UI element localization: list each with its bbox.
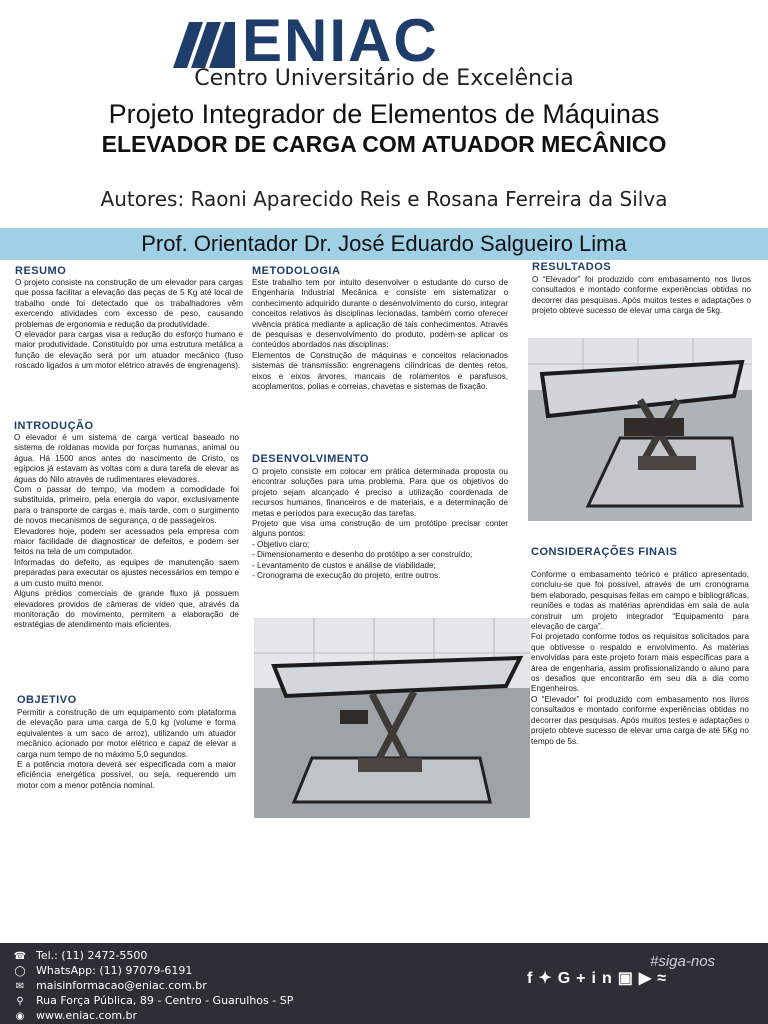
eniac-logo-mark-icon [173, 22, 235, 68]
consideracoes-heading: CONSIDERAÇÕES FINAIS [531, 546, 678, 558]
resultados-heading: RESULTADOS [532, 261, 612, 273]
linkedin-icon[interactable]: in [591, 970, 618, 987]
prototype-photo-front [254, 618, 530, 818]
introducao-heading: INTRODUÇÃO [14, 420, 94, 432]
footer-address: ⚲ Rua Força Pública, 89 - Centro - Guarulhos - SP [12, 994, 293, 1007]
google-plus-icon[interactable]: G+ [557, 970, 592, 987]
objetivo-body: Permitir a construção de um equipamento com plataforma de elevação para uma carga de 5,0 kg (volume e forma equivalentes a um saco de arroz), utilizando um atuador mecânico acionado por motor elétrico e capaz de elevar a carga num tempo de no máximo 5,0 segundos. E a potência motora deverá ser especificada com a maior eficiência energética possível, ou seja, requerendo um motor com a menor potência nominal. [17, 708, 236, 790]
advisor: Prof. Orientador Dr. José Eduardo Salgueiro Lima [141, 231, 627, 256]
facebook-icon[interactable]: f [527, 970, 539, 987]
authors: Autores: Raoni Aparecido Reis e Rosana Ferreira da Silva [100, 187, 668, 211]
metodologia-heading: METODOLOGIA [252, 265, 341, 277]
mail-icon: ✉ [15, 981, 25, 992]
social-hashtag: #siga-nos [650, 953, 716, 970]
resultados-body: O “Elevador” foi produzido com embasamento nos livros consultados e montado conforme experiências obtidas no decorrer das pesquisas. Após muitos testes e adaptações o projeto obteve sucesso de elevar uma carga de 5kg. [532, 275, 751, 316]
footer-email[interactable]: ✉ maisinformacao@eniac.com.br [12, 979, 207, 992]
phone-icon: ☎ [13, 951, 27, 962]
resumo-body: O projeto consiste na construção de um elevador para cargas que possa facilitar a elevação das peças de 5 Kg até local de trabalho onde foi detectado que os trabalhadores vêm exercendo atividades com excesso de peso, causando problemas de ergonomia e redução da produtividade. O elevador para cargas visa a redução do esforço humano e maior produtividade. Constituído por uma estrutura metálica a função de elevação será por um atuador mecânico (fuso roscado ligados a um motor elétrico através de engrenagens). [15, 278, 243, 371]
elevator-illustration-side [528, 338, 752, 521]
whatsapp-icon: ◯ [14, 966, 26, 977]
footer-website[interactable]: ◉ www.eniac.com.br [12, 1009, 137, 1022]
footer-phone: ☎ Tel.: (11) 2472-5500 [13, 949, 148, 962]
footer-whatsapp: ◯ WhatsApp: (11) 97079-6191 [12, 964, 192, 977]
introducao-body: O elevador é um sistema de carga vertical baseado no sistema de roldanas movida por forças humanas, animal ou água. Há 1500 anos antes do nascimento de Cristo, os egípcios já estavam às voltas com a dura tarefa de elevar as águas do Nilo através de rudimentares elevadores. Com o passar do tempo, via modem a comodidade foi substituída, primeiro, pela energia do vapor, exclusivamente para o transporte de cargas e, mais tarde, com o surgimento de novos mecanismos de segurança, o de passageiros. Elevadores hoje, podem ser acessados pela empresa com maior facilidade de diagnosticar de defeitos, e podem ser feitos na tela de um computador. Informadas do defeito, as equipes de manutenção saem preparadas para executar os ajustes necessários em tempo e a um custo muito menor. Alguns prédios comerciais de grande fluxo já possuem elevadores providos de câmeras de vídeo que, através da monitoração do movimento, permitem a elaboração de estratégias de atendimento mais eficientes. [14, 433, 239, 630]
desenvolvimento-body: O projeto consiste em colocar em prática determinada proposta ou encontrar soluções para uma problema. Para que os objetivos do projeto sejam alcançado é preciso a utilização coordenada de recursos humanos, financeiros e de materiais, e a determinação de metas e períodos para execução das tarefas. Projeto que visa uma construção de um protótipo precisar conter alguns pontos: - Objetivo claro; - Dimensionamento e desenho do protótipo a ser construído; - Levantamento de custos e análise de viabilidade; - Cronograma de execução do projeto, entre outros. [252, 467, 508, 581]
youtube-icon[interactable]: ▶ [638, 970, 658, 987]
prototype-photo-side [528, 338, 752, 521]
social-icons [527, 968, 672, 988]
brand-name: ENIAC [242, 7, 439, 74]
rss-icon[interactable]: ≈ [657, 970, 672, 987]
poster-title: Projeto Integrador de Elementos de Máquinas [108, 99, 660, 129]
instagram-icon[interactable]: ▣ [617, 970, 639, 987]
logo [0, 8, 768, 92]
brand-subtitle: Centro Universitário de Excelência [194, 66, 574, 91]
resumo-heading: RESUMO [15, 265, 67, 277]
poster-subtitle: ELEVADOR DE CARGA COM ATUADOR MECÂNICO [101, 131, 667, 157]
elevator-illustration [254, 618, 530, 818]
twitter-icon[interactable]: ✦ [538, 970, 558, 987]
objetivo-heading: OBJETIVO [17, 694, 77, 706]
metodologia-body: Este trabalho tem por intuito desenvolver o estudante do curso de Engenharia Industrial Mecânica e consiste em sistematizar o conhecimento adquirido durante o desenvolvimento do curso, integrar conceitos relativos às disciplinas lecionadas, também como oferecer vivência prática mediante a aplicação de tais conhecimentos. Através de pesquisas e desenvolvimento do produto, podem-se aplicar os conteúdos abordados nas disciplinas: Elementos de Construção de máquinas e conceitos relacionados sistemas de transmissão: engrenagens cilíndricas de dentes retos, eixos e eixos árvores, mancais de rolamentos e parafusos, acoplamentos, polias e correias, chavetas e sistemas de fixação. [252, 278, 508, 392]
location-pin-icon: ⚲ [16, 996, 24, 1007]
consideracoes-body: Conforme o embasamento teórico e prático apresentado, concluiu-se que foi possível, através de um cronograma bem elaborado, pesquisas feitas em campo e bibliográficas, reuniões e todas as matérias aprendidas em sala de aula construir um projeto integrador “Equipamento para elevação de carga”. Foi projetado conforme todos os requisitos solicitados para que obtivesse o respaldo e envolvimento. As matérias envolvidas para este projeto foram mais específicas para a área de engenharia, assim profissionalizando o aluno para os desafios que encontrarão em seu dia a dia como Engenheiros. O “Elevador” foi produzido com embasamento nos livros consultados e montado conforme experiências obtidas no decorrer das pesquisas. Após muitos testes e adaptações o projeto obteve sucesso de elevar uma carga de até 5Kg no tempo de 5s. [531, 570, 749, 746]
desenvolvimento-heading: DESENVOLVIMENTO [252, 453, 370, 465]
globe-icon: ◉ [15, 1011, 25, 1022]
